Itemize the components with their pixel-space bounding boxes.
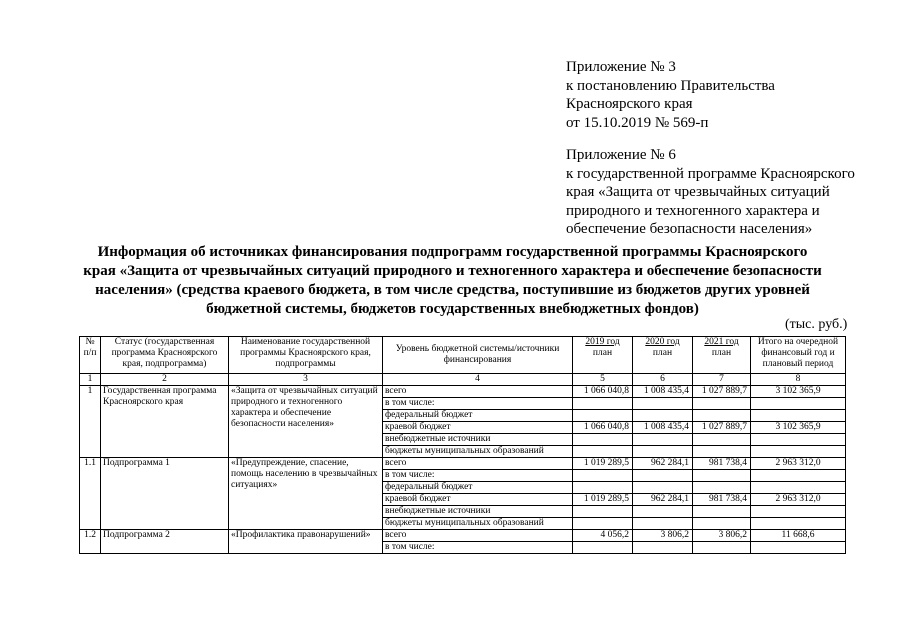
appendix-6-line: природного и техногенного характера и (566, 202, 820, 219)
value-2021-cell (693, 518, 751, 530)
value-2020-cell (633, 482, 693, 494)
value-2020-cell (633, 518, 693, 530)
value-total-cell (751, 482, 846, 494)
table-row (80, 530, 846, 542)
value-2021-cell: 981 738,4 (693, 458, 751, 470)
status-cell: Государственная программа Красноярского края (101, 386, 229, 458)
value-total-cell (751, 398, 846, 410)
program-name-cell: «Профилактика правонарушений» (229, 530, 383, 554)
value-2021-cell (693, 398, 751, 410)
status-cell: Подпрограмма 2 (101, 530, 229, 554)
funding-level-cell: всего (383, 386, 573, 398)
funding-level-cell: бюджеты муниципальных образований (383, 446, 573, 458)
funding-level-cell: в том числе: (383, 398, 573, 410)
table-header-row (80, 337, 846, 374)
value-2020-cell: 962 284,1 (633, 458, 693, 470)
value-2020-cell: 962 284,1 (633, 494, 693, 506)
funding-level-cell: краевой бюджет (383, 494, 573, 506)
program-name-cell: «Предупреждение, спасение, помощь населению в чрезвычайных ситуациях» (229, 458, 383, 530)
funding-level-cell: бюджеты муниципальных образований (383, 518, 573, 530)
value-2021-cell (693, 506, 751, 518)
funding-level-cell: всего (383, 458, 573, 470)
value-2019-cell: 1 066 040,8 (573, 422, 633, 434)
value-total-cell (751, 470, 846, 482)
colnum-cell: 3 (229, 374, 383, 386)
value-2020-cell (633, 506, 693, 518)
value-total-cell (751, 434, 846, 446)
row-number-cell: 1.1 (80, 458, 101, 530)
colnum-cell: 8 (751, 374, 846, 386)
value-2021-cell (693, 482, 751, 494)
value-2019-cell (573, 482, 633, 494)
value-total-cell (751, 542, 846, 554)
value-2020-cell: 1 008 435,4 (633, 422, 693, 434)
header-2019-year: 2019 год (585, 337, 620, 347)
value-2021-cell (693, 446, 751, 458)
header-name: Наименование государственной программы Красноярского края, подпрограммы (229, 337, 383, 374)
status-cell: Подпрограмма 1 (101, 458, 229, 530)
header-2019-plan: план (592, 348, 613, 358)
value-total-cell (751, 410, 846, 422)
appendix-6-line: к государственной программе Красноярского (566, 165, 855, 182)
value-2019-cell (573, 518, 633, 530)
value-total-cell: 3 102 365,9 (751, 422, 846, 434)
appendix-3-line: Приложение № 3 (566, 59, 676, 75)
colnum-cell: 2 (101, 374, 229, 386)
value-2019-cell (573, 410, 633, 422)
header-2020 (633, 337, 693, 374)
colnum-cell: 4 (383, 374, 573, 386)
appendix-6-line: Приложение № 6 (566, 147, 676, 163)
value-total-cell: 2 963 312,0 (751, 494, 846, 506)
row-number-cell: 1 (80, 386, 101, 458)
value-2020-cell (633, 398, 693, 410)
colnum-cell: 6 (633, 374, 693, 386)
value-total-cell (751, 446, 846, 458)
header-total: Итого на очередной финансовый год и плановый период (751, 337, 846, 374)
program-name-cell: «Защита от чрезвычайных ситуаций природного и техногенного характера и обеспечение безопасности населения» (229, 386, 383, 458)
table-row (80, 386, 846, 398)
value-2021-cell (693, 410, 751, 422)
table-row (80, 458, 846, 470)
colnum-cell: 5 (573, 374, 633, 386)
document-title: Информация об источниках финансирования подпрограмм государственной программы Красноярского края «Защита от чрезвычайных ситуаций природного и техногенного характера и обеспечение безопасности населения» (средства краевого бюджета, в том числе средства, поступившие из бюджетов других уровней бюджетной системы, бюджетов государственных внебюджетных фондов) (83, 244, 822, 317)
value-total-cell: 2 963 312,0 (751, 458, 846, 470)
value-total-cell: 3 102 365,9 (751, 386, 846, 398)
value-2019-cell: 1 066 040,8 (573, 386, 633, 398)
appendix-3-line: Красноярского края (566, 96, 693, 112)
funding-level-cell: внебюджетные источники (383, 434, 573, 446)
value-2021-cell: 3 806,2 (693, 530, 751, 542)
value-2020-cell: 3 806,2 (633, 530, 693, 542)
value-2021-cell (693, 434, 751, 446)
value-2020-cell (633, 434, 693, 446)
value-2019-cell: 1 019 289,5 (573, 494, 633, 506)
value-2019-cell (573, 470, 633, 482)
appendix-6-line: обеспечение безопасности населения» (566, 221, 813, 237)
header-2021 (693, 337, 751, 374)
header-2021-plan: план (711, 348, 732, 358)
appendix-3-line: от 15.10.2019 № 569-п (566, 114, 709, 131)
units-label: (тыс. руб.) (785, 317, 848, 332)
header-status: Статус (государственная программа Красноярского края, подпрограмма) (101, 337, 229, 374)
value-2020-cell (633, 410, 693, 422)
value-2019-cell (573, 398, 633, 410)
value-2019-cell: 1 019 289,5 (573, 458, 633, 470)
colnum-cell: 7 (693, 374, 751, 386)
value-2020-cell (633, 470, 693, 482)
value-2019-cell (573, 542, 633, 554)
value-2021-cell: 981 738,4 (693, 494, 751, 506)
colnum-cell: 1 (80, 374, 101, 386)
row-number-cell: 1.2 (80, 530, 101, 554)
value-2019-cell (573, 446, 633, 458)
header-2021-year: 2021 год (704, 337, 739, 347)
appendix-3-header (566, 58, 775, 132)
funding-level-cell: в том числе: (383, 542, 573, 554)
value-2020-cell: 1 008 435,4 (633, 386, 693, 398)
funding-level-cell: федеральный бюджет (383, 410, 573, 422)
header-2019 (573, 337, 633, 374)
value-total-cell (751, 518, 846, 530)
header-2020-year: 2020 год (645, 337, 680, 347)
funding-level-cell: внебюджетные источники (383, 506, 573, 518)
header-2020-plan: план (652, 348, 673, 358)
value-2021-cell (693, 470, 751, 482)
funding-level-cell: всего (383, 530, 573, 542)
table-body (80, 386, 846, 554)
value-2019-cell (573, 434, 633, 446)
funding-level-cell: краевой бюджет (383, 422, 573, 434)
appendix-3-line: к постановлению Правительства (566, 77, 775, 94)
appendix-6-line: края «Защита от чрезвычайных ситуаций (566, 184, 830, 200)
value-2020-cell (633, 542, 693, 554)
value-2019-cell: 4 056,2 (573, 530, 633, 542)
financing-table (79, 336, 846, 554)
value-2020-cell (633, 446, 693, 458)
value-2021-cell: 1 027 889,7 (693, 422, 751, 434)
header-level: Уровень бюджетной системы/источники финансирования (383, 337, 573, 374)
value-2021-cell: 1 027 889,7 (693, 386, 751, 398)
value-2019-cell (573, 506, 633, 518)
value-2021-cell (693, 542, 751, 554)
value-total-cell (751, 506, 846, 518)
header-num: № п/п (80, 337, 101, 374)
appendix-6-header (566, 146, 855, 239)
column-numbers-row (80, 374, 846, 386)
funding-level-cell: федеральный бюджет (383, 482, 573, 494)
funding-level-cell: в том числе: (383, 470, 573, 482)
value-total-cell: 11 668,6 (751, 530, 846, 542)
